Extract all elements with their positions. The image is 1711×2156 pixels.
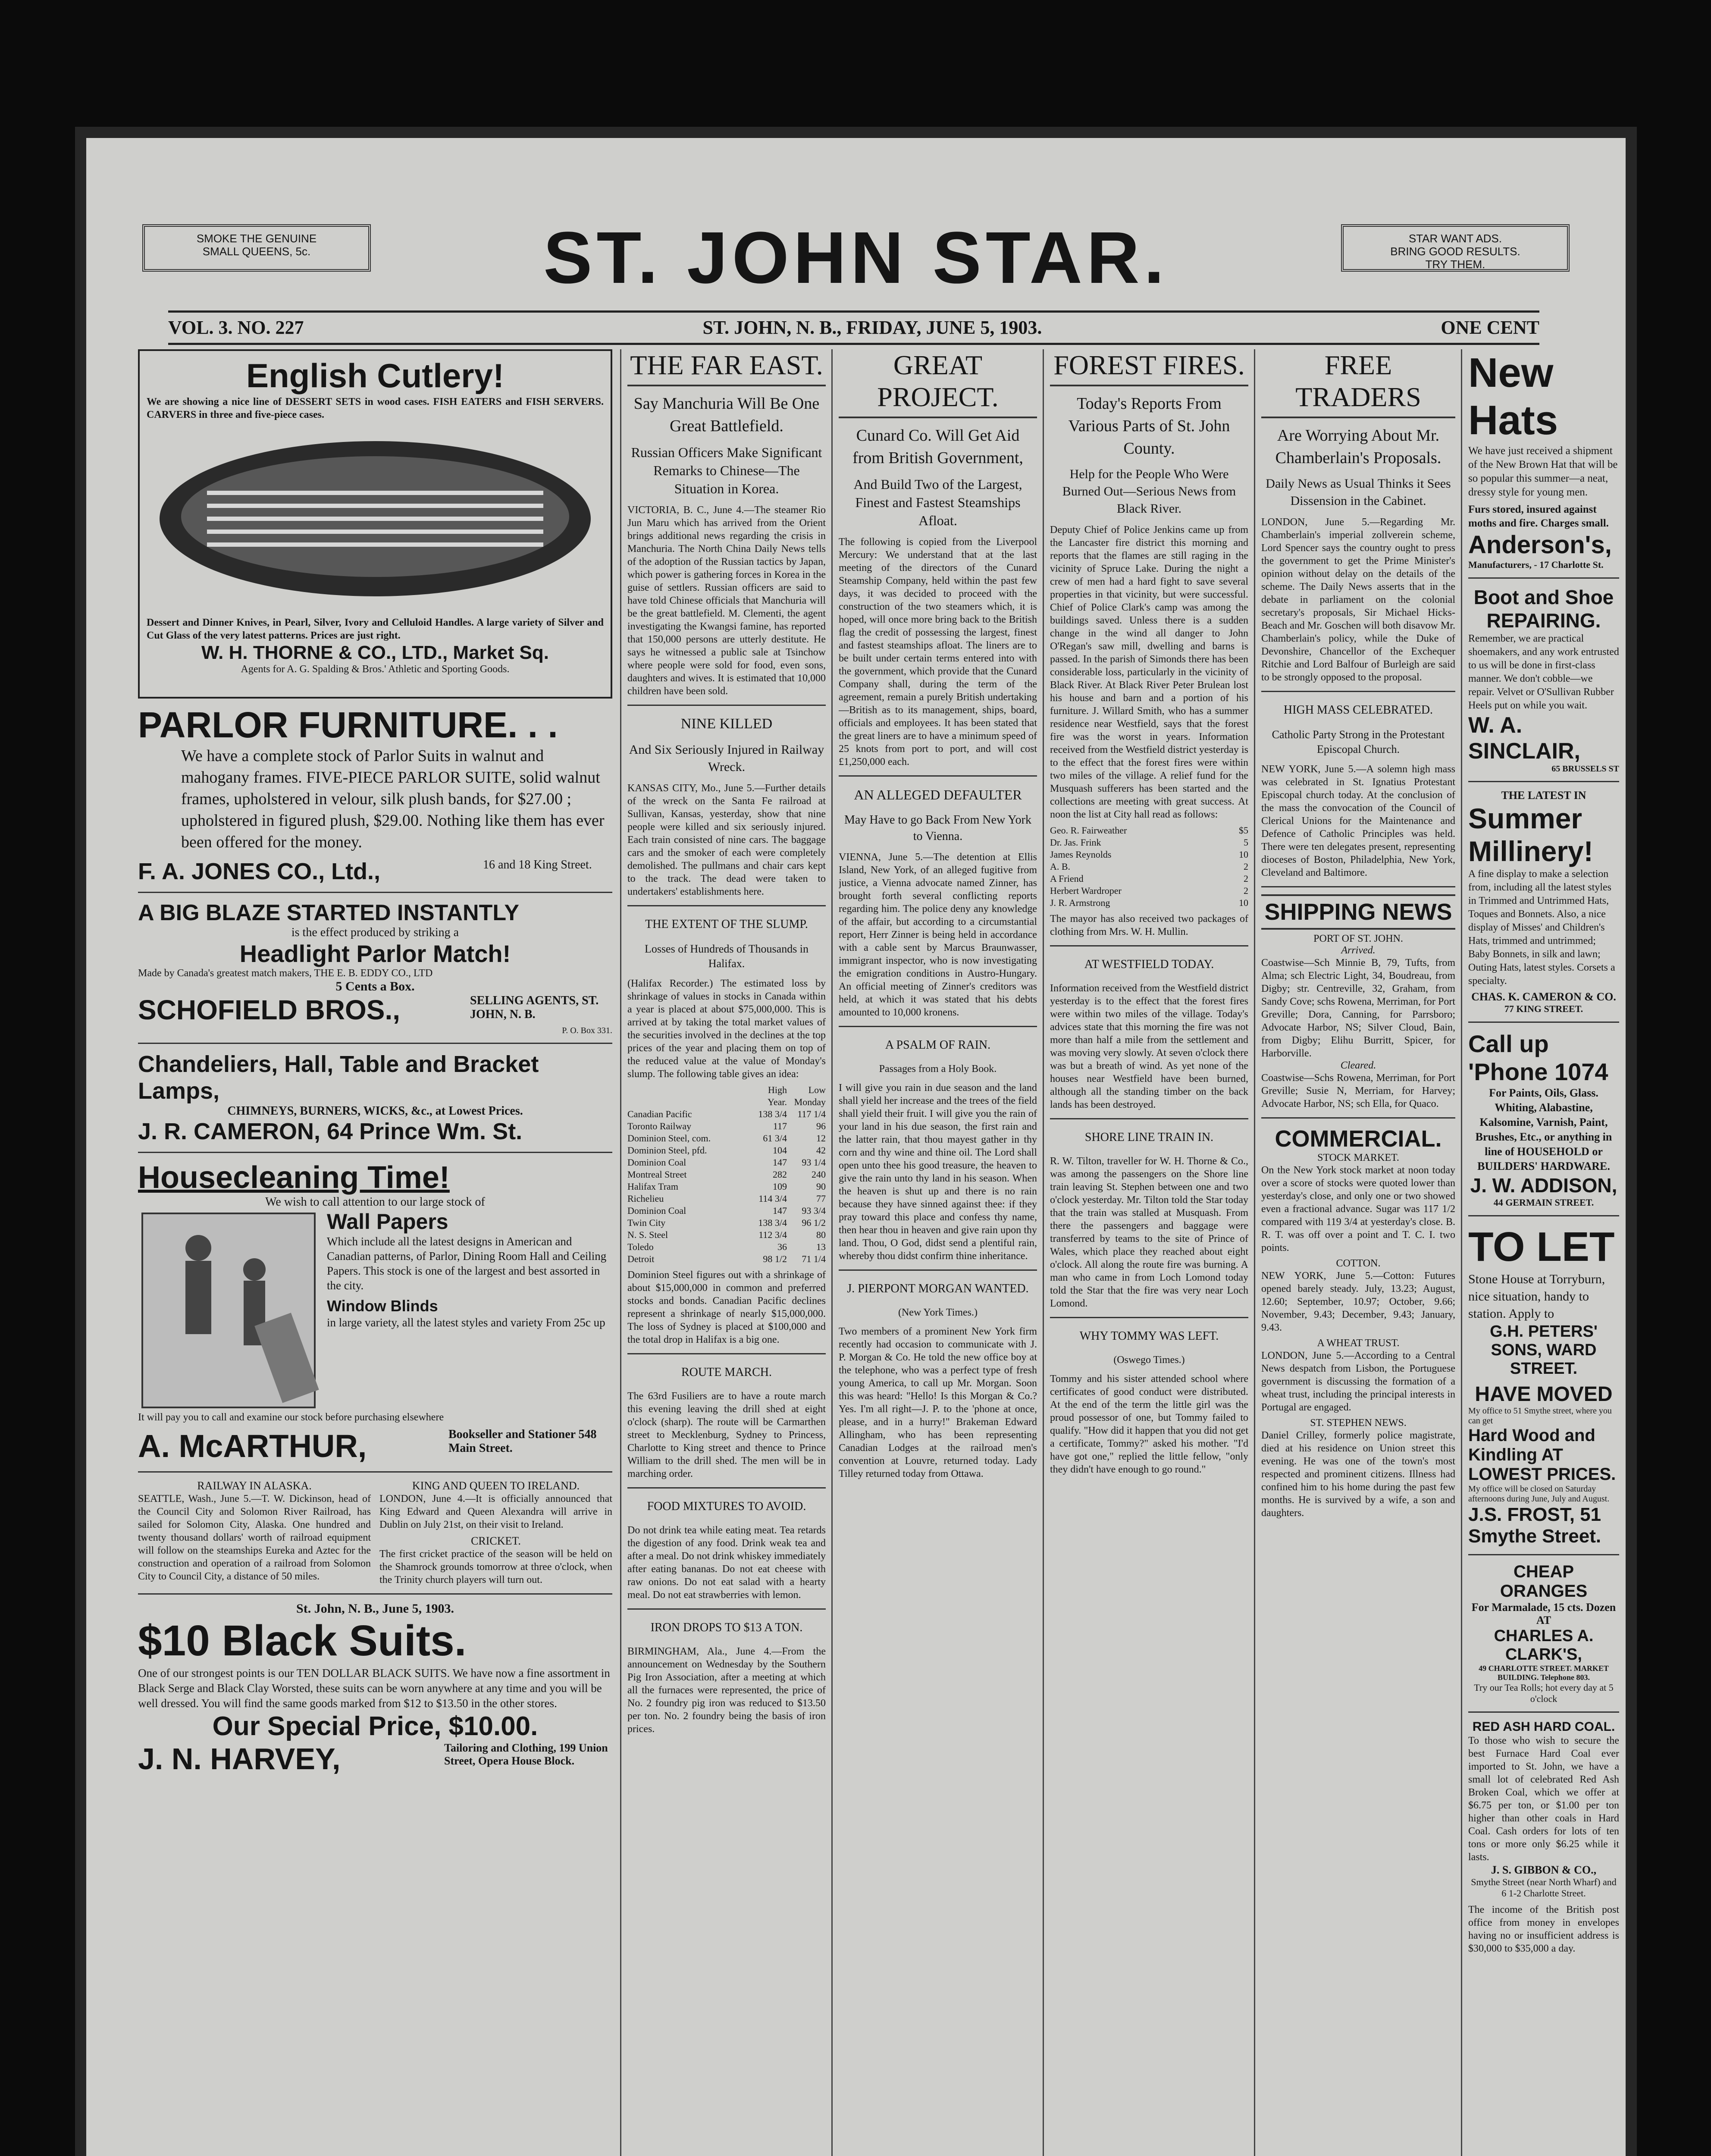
left-ear-ad: SMOKE THE GENUINE SMALL QUEENS, 5c. — [142, 224, 371, 272]
cameron-line: J. R. CAMERON, 64 Prince Wm. St. — [138, 1119, 523, 1144]
paints-body: For Paints, Oils, Glass. Whiting, Alabastine, Kalsomine, Varnish, Paint, Brushes, Etc., or anything in line of HOUSEHOLD or BUILDERS' HARDWARE. — [1475, 1087, 1612, 1172]
mcarthur-address: Bookseller and Stationer 548 Main Street. — [448, 1428, 597, 1455]
stock-high: 147 — [773, 1157, 787, 1168]
oranges-title: CHEAP ORANGES — [1500, 1562, 1588, 1601]
iron-body: BIRMINGHAM, Ala., June 4.—From the announcement on Wednesday by the Southern Pig Iron Association, after a meeting at which all the furnaces were represented, the price of No. 2 foundry pig iron was reduced to $13.50 per ton. No. 2 foundry being the basis of iron prices. — [627, 1646, 826, 1735]
stock-low: 13 — [816, 1241, 826, 1252]
cutlery-case-image — [147, 428, 604, 609]
iron-headline: IRON DROPS TO $13 A TON. — [650, 1621, 803, 1634]
wallpaper-block — [138, 1209, 612, 1412]
donor-amount: $5 — [1239, 825, 1248, 836]
route-march-body: The 63rd Fusiliers are to have a route march this evening leaving the drill shed at eight o'clock (sharp). The route will be Carmarthen street to Mecklenburg, Sydney to Princess, Charlotte to King street and thence to Prince William to the drill shed. The men will be in marching order. — [627, 1391, 826, 1479]
relief-row — [1050, 861, 1248, 873]
tommy-body: Tommy and his sister attended school where certificates of good conduct were distributed. At the end of the term the little girl was the proud possessor of one, but Tommy failed to qualify. "How did it happen that you did not get a certificate, Tommy?" asked his mother. "I'd have got one," replied the little fellow, "only they didn't have enough to go round." — [1050, 1373, 1248, 1475]
route-march-headline: ROUTE MARCH. — [681, 1366, 772, 1379]
far-east-headline: THE FAR EAST. — [627, 349, 826, 386]
lamps-ad — [138, 1051, 612, 1145]
market-body: On the New York stock market at noon today over a score of stocks were quoted lower than yesterday's close, and only one or two showed even a fractional advance. Sugar was 117 1/2 compared with 119 3/4 at yesterday's close. B. R. T. was off over a point and T. C. I. two points. — [1261, 1165, 1455, 1253]
donor-amount: 10 — [1239, 849, 1248, 860]
wallpaper-ad — [138, 1160, 612, 1464]
wallpaper-intro: We wish to call attention to our large stock of — [265, 1195, 485, 1209]
newspaper-title: ST. JOHN STAR. — [543, 217, 1169, 299]
forest-fires-deck-2: Help for the People Who Were Burned Out—Serious News from Black River. — [1062, 467, 1236, 516]
tommy-deck: (Oswego Times.) — [1113, 1354, 1185, 1366]
housecleaning-title: Housecleaning Time! — [138, 1160, 450, 1195]
tommy-headline: WHY TOMMY WAS LEFT. — [1079, 1329, 1219, 1343]
wallpaper-footer: It will pay you to call and examine our stock before purchasing elsewhere — [138, 1412, 444, 1423]
morgan-deck: (New York Times.) — [898, 1307, 978, 1318]
chandeliers-title: Chandeliers, Hall, Table and Bracket Lamps, — [138, 1051, 539, 1104]
stock-row — [627, 1205, 826, 1217]
cricket-headline: CRICKET. — [471, 1535, 521, 1547]
right-ear-ad: STAR WANT ADS. BRING GOOD RESULTS. TRY THEM. — [1341, 224, 1570, 272]
stock-low: 71 1/4 — [802, 1253, 826, 1264]
stock-row — [627, 1169, 826, 1181]
forest-fires-deck-1: Today's Reports From Various Parts of St. John County. — [1068, 395, 1230, 458]
slump-body: (Halifax Recorder.) The estimated loss by shrinkage of values in stocks in Canada within a year is placed at about $75,000,000. This is arrived at by taking the total market values of the securities involved in the declines at the top prices of the year and placing them on top of the reduced value at the value of Monday's slump. The following table gives an idea: — [627, 978, 826, 1080]
schofield-box: P. O. Box 331. — [562, 1026, 612, 1035]
place-date: ST. JOHN, N. B., FRIDAY, JUNE 5, 1903. — [702, 317, 1042, 338]
morgan-headline: J. PIERPONT MORGAN WANTED. — [847, 1282, 1029, 1295]
far-east-deck-2: Russian Officers Make Significant Remarks to Chinese—The Situation in Korea. — [631, 445, 822, 496]
stephen-body: Daniel Crilley, formerly police magistrate, died at his residence on Union street this evening. He was one of the town's most respected and prominent citizens. Illness had confined him to his home during the past few months. He is survived by a wife, a son and daughters. — [1261, 1430, 1455, 1519]
free-traders-body: LONDON, June 5.—Regarding Mr. Chamberlain's imperial zollverein scheme, Lord Spencer says the country ought to press the government to get the Prime Minister's opinion without delay on the details of the scheme. The Daily News asserts that in the debate in parliament on the colonial secretary's proposals, Sir Michael Hicks-Beach and Mr. Goschen will both disavow Mr. Chamberlain's policy, while the Duke of Devonshire, Chancellor of the Exchequer Ritchie and Lord Balfour of Burleigh are said to be strongly opposed to the proposal. — [1261, 517, 1455, 683]
stock-high: 147 — [773, 1205, 787, 1216]
mcarthur-name: A. McARTHUR, — [138, 1428, 367, 1464]
price: ONE CENT — [1441, 317, 1539, 338]
blinds-title: Window Blinds — [327, 1297, 438, 1315]
masthead — [86, 207, 1626, 298]
slump-deck: Losses of Hundreds of Thousands in Halifax. — [644, 943, 809, 970]
stock-high: 114 3/4 — [758, 1193, 787, 1204]
stock-table-header — [627, 1084, 826, 1108]
alaska-body: SEATTLE, Wash., June 5.—T. W. Dickinson, head of the Council City and Solomon River Railroad, has sailed for Solomon City, Alaska. One hundred and twenty thousand dollars' worth of railroad equipment will follow on the steamships Eureka and Aztec for the construction and operation of a railroad from Solomon City to Council City, a distance of 50 miles. — [138, 1493, 371, 1582]
cleared-body: Coastwise—Schs Rowena, Merriman, for Port Greville; Susie N, Merriam, for Harvey; Advocate Harbor, NS; sch Ella, for Quaco. — [1261, 1072, 1455, 1109]
cotton-headline: COTTON. — [1336, 1258, 1381, 1269]
donor-name: A. B. — [1050, 861, 1071, 872]
gibbon-name: J. S. GIBBON & CO., — [1491, 1864, 1597, 1876]
slump-headline: THE EXTENT OF THE SLUMP. — [645, 918, 808, 931]
stock-low: 117 1/4 — [797, 1109, 826, 1119]
relief-row — [1050, 897, 1248, 909]
nine-killed-headline: NINE KILLED — [680, 716, 773, 732]
donor-amount: 5 — [1244, 837, 1248, 848]
far-east-deck-1: Say Manchuria Will Be One Great Battlefield. — [633, 395, 820, 435]
psalm-headline: A PSALM OF RAIN. — [885, 1038, 991, 1052]
parlor-ad — [138, 705, 612, 885]
stock-name: Richelieu — [627, 1193, 664, 1204]
donor-name: Geo. R. Fairweather — [1050, 825, 1127, 836]
great-project-deck-1: Cunard Co. Will Get Aid from British Government, — [852, 426, 1023, 467]
relief-row — [1050, 824, 1248, 837]
hardwood-line: Hard Wood and Kindling AT LOWEST PRICES. — [1468, 1426, 1616, 1484]
forest-fires-column — [1050, 349, 1248, 2156]
schofield-agents: SELLING AGENTS, ST. JOHN, N. B. — [470, 994, 599, 1021]
stock-row — [627, 1217, 826, 1229]
stock-high: 109 — [773, 1181, 787, 1192]
donor-name: James Reynolds — [1050, 849, 1112, 860]
stock-low: 93 1/4 — [802, 1157, 826, 1168]
tea-note: Try our Tea Rolls; hot every day at 5 o'clock — [1474, 1682, 1614, 1704]
cotton-body: NEW YORK, June 5.—Cotton: Futures opened barely steady. July, 13.23; August, 12.60; September, 10.97; October, 9.66; November, 9.43; December, 9.43; January, 9.43. — [1261, 1270, 1455, 1333]
defaulter-body: VIENNA, June 5.—The detention at Ellis Island, New York, of an alleged fugitive from justice, a Vienna advocate named Zinner, has brought forth several conflicting reports regarding him. The police deny any knowledge of the affair, but according to a circumstantial report, Herr Zinner is being held in accordance with a cable sent by Marcus Braunwasser, immigrant inspector, who is now investigating the emigration conditions in Austro-Hungary. An official meeting of Zinner's creditors was held, at which it was stated that his debts amounted to 10,000 kronens. — [839, 852, 1037, 1018]
psalm-deck: Passages from a Holy Book. — [879, 1063, 997, 1075]
stock-low: 42 — [816, 1145, 826, 1156]
donor-name: Dr. Jas. Frink — [1050, 837, 1101, 848]
food-body: Do not drink tea while eating meat. Tea retards the digestion of any food. Drink weak tea and after a meal. Do not drink whiskey immediately after eating bananas. Do not eat cheese with raw onions. Do not eat salad with a hearty meal. Do not eat strawberries with lemon. — [627, 1525, 826, 1601]
gibbon-address: Smythe Street (near North Wharf) and 6 1-2 Charlotte Street. — [1471, 1877, 1617, 1899]
millinery-kicker: THE LATEST IN — [1501, 789, 1586, 802]
defaulter-headline: AN ALLEGED DEFAULTER — [854, 787, 1022, 802]
stock-row — [627, 1132, 826, 1144]
morgan-body: Two members of a prominent New York firm recently had occasion to communicate with J. P. Morgan & Co. He told the new office boy at the telephone, who was a perfect type of fresh young America, to call up Mr. Morgan. Soon this was heard: "Hello! Is this Morgan & Co.? Yes. I'm all right—J. P. to the 'phone at once, please, and in a hurry!" Brakeman Edward Allingham, who has been representing Canadian Lodges at the railroad men's convention at Louvre, returned today. Lady Tilley returned today from Ottawa. — [839, 1326, 1037, 1479]
great-project-column — [839, 349, 1037, 2156]
stock-high: 98 1/2 — [763, 1253, 787, 1264]
clark-address: 49 CHARLOTTE STREET. MARKET BUILDING. Telephone 803. — [1479, 1664, 1609, 1682]
relief-row — [1050, 885, 1248, 897]
alaska-headline: RAILWAY IN ALASKA. — [197, 1479, 312, 1492]
donor-amount: 2 — [1244, 873, 1248, 884]
jones-name: F. A. JONES CO., Ltd., — [138, 859, 381, 884]
stock-low: 77 — [816, 1193, 826, 1204]
stock-high: 282 — [773, 1169, 787, 1180]
schofield-line — [138, 994, 612, 1026]
boot-body: Remember, we are practical shoemakers, and any work entrusted to us will be done in first-class manner. We don't cobble—we repair. Velvet or O'Sullivan Rubber Heels put on while you wait. — [1468, 633, 1619, 711]
donor-amount: 2 — [1244, 885, 1248, 896]
suits-price: Our Special Price, $10.00. — [212, 1711, 538, 1741]
donor-amount: 2 — [1244, 861, 1248, 872]
stock-name: Dominion Steel, pfd. — [627, 1145, 707, 1156]
parlor-body: We have a complete stock of Parlor Suits in walnut and mahogany frames. FIVE-PIECE PARLOR SUITE, solid walnut frames, upholstered in velour, silk plush bands, for $27.00 ; upholstered in figured plush, $29.00. Nothing like them has ever been offered for the money. — [181, 747, 605, 851]
cutlery-intro: We are showing a nice line of DESSERT SETS in wood cases. FISH EATERS and FISH SERVERS. CARVERS in three and five-piece cases. — [147, 396, 604, 420]
stock-name: Dominion Steel, com. — [627, 1133, 711, 1144]
moved-body: My office to 51 Smythe street, where you can get — [1468, 1406, 1612, 1426]
tolet-title: TO LET — [1468, 1224, 1615, 1270]
stock-high: 112 3/4 — [758, 1229, 787, 1240]
free-traders-deck-2: Daily News as Usual Thinks it Sees Dissension in the Cabinet. — [1266, 476, 1451, 508]
schofield-name: SCHOFIELD BROS., — [138, 994, 401, 1025]
stock-name: Halifax Tram — [627, 1181, 678, 1192]
stock-low: 12 — [816, 1133, 826, 1144]
cameron-co-name: CHAS. K. CAMERON & CO. — [1471, 990, 1616, 1003]
cutlery-description: Dessert and Dinner Knives, in Pearl, Silver, Ivory and Celluloid Handles. A large variety of Silver and Cut Glass of the very latest patterns. Prices are just right. — [147, 617, 604, 641]
free-traders-deck-1: Are Worrying About Mr. Chamberlain's Proposals. — [1275, 426, 1442, 467]
stock-low: 90 — [816, 1181, 826, 1192]
stock-row — [627, 1193, 826, 1205]
thorne-name: W. H. THORNE & CO., LTD., Market Sq. — [201, 642, 549, 663]
cameron-co-address: 77 KING STREET. — [1504, 1003, 1583, 1014]
thorne-agents: Agents for A. G. Spalding & Bros.' Athletic and Sporting Goods. — [241, 664, 510, 675]
forest-fires-headline: FOREST FIRES. — [1050, 349, 1248, 386]
commercial-headline: COMMERCIAL. — [1275, 1126, 1442, 1152]
oranges-body: For Marmalade, 15 cts. Dozen AT — [1471, 1601, 1616, 1626]
peters-name: G.H. PETERS' SONS, WARD STREET. — [1490, 1322, 1598, 1378]
stock-rows — [627, 1108, 826, 1265]
left-ad-column — [138, 349, 612, 2156]
post-office-income: The income of the British post office from money in envelopes having no or insufficient address is $30,000 to $35,000 a day. — [1468, 1904, 1619, 1954]
coal-body: To those who wish to secure the best Furnace Hard Coal ever imported to St. John, we have a small lot of celebrated Red Ash Broken Coal, which we offer at $6.75 per ton, or $1.00 per ton higher than other coals in Hard Coal. Cash orders for lots of ten tons or more only $6.25 while it lasts. — [1468, 1735, 1619, 1863]
relief-note: The mayor has also received two packages of clothing from Mrs. W. H. Mullin. — [1050, 913, 1248, 937]
relief-row — [1050, 849, 1248, 861]
stock-name: N. S. Steel — [627, 1229, 668, 1240]
harvey-address: Tailoring and Clothing, 199 Union Street, Opera House Block. — [444, 1742, 608, 1767]
frost-note: My office will be closed on Saturday afternoons during June, July and August. — [1468, 1484, 1610, 1504]
donor-name: Herbert Wardroper — [1050, 885, 1122, 896]
stock-table — [627, 1084, 826, 1265]
king-headline: KING AND QUEEN TO IRELAND. — [412, 1479, 580, 1492]
clark-name: CHARLES A. CLARK'S, — [1494, 1627, 1594, 1664]
psalm-body: I will give you rain in due season and the land shall yield her increase and the trees of the field shall yield their fruit. I will give you the rain of your land in his due season, the first rain and the latter rain, that thou mayest gather in thy corn and thy wine and thine oil. The Lord shall open unto thee his good treasure, the heaven to give the rain unto thy land in his season. When the heaven is shut up and there is no rain because they have sinned against thee: if they pray toward this place and confess thy name, then hear thou in heaven and give rain upon thy land. Thou, O God, didst send a plentiful rain, whereby thou didst confirm thine inheritance. — [839, 1082, 1037, 1262]
relief-row — [1050, 873, 1248, 885]
stock-high: 36 — [777, 1241, 787, 1252]
blaze-title: A BIG BLAZE STARTED INSTANTLY — [138, 900, 519, 925]
shipping-body: Coastwise—Sch Minnie B, 79, Tufts, from Alma; sch Electric Light, 34, Boudreau, from Digby; str. Centreville, 32, Graham, from Sandy Cove; schs Rowena, Merriman, for Port Greville; Dora, Canning, for Parrsboro; Advocate Harbor, NS; Silver Cloud, Bain, from Digby; Elihu Burritt, Spicer, for Harborville. — [1261, 957, 1455, 1059]
stock-col-low: Low Monday — [794, 1084, 826, 1107]
match-name: Headlight Parlor Match! — [239, 940, 511, 967]
relief-list — [1050, 824, 1248, 909]
shipping-headline: SHIPPING NEWS — [1261, 894, 1455, 930]
millinery-body: A fine display to make a selection from, including all the latest styles in Trimmed and Untrimmed Hats, Toques and Bonnets. Also, a nice display of Misses' and Children's Hats, trimmed and untrimmed; Baby Bonnets, in silk and lawn; Outing Hats, latest styles. Corsets a specialty. — [1468, 868, 1615, 987]
call-phone: Call up 'Phone 1074 — [1468, 1030, 1608, 1085]
wallpaper-title: Wall Papers — [327, 1210, 448, 1234]
defaulter-deck: May Have to go Back From New York to Vienna. — [844, 813, 1031, 843]
stock-row — [627, 1241, 826, 1253]
addison-address: 44 GERMAIN STREET. — [1493, 1197, 1594, 1208]
forest-fires-body: Deputy Chief of Police Jenkins came up from the Lancaster fire district this morning and reports that the flames are still raging in the vicinity of Spruce Lake. During the night a crew of men had a hard fight to save several properties in that vicinity, but were successful. Chief of Police Clark's camp was among the buildings saved. Unless there is a sudden change in the wind all danger to John O'Regan's saw mill, dwelling and barns is passed. In the parish of Simonds there has been considerable loss, particularly in the vicinity of Black River. At Black River Peter Brulean lost his house and barn and a portion of his furniture. J. Willard Smith, who has a summer residence near Westfield, says that the forest fire was the worst in years. Information received from the Westfield district yesterday is to the effect that the forest fires were within two miles of the village. A relief fund for the Musquash sufferers has been started and the collections are meeting with great success. At noon the list at City hall read as follows: — [1050, 524, 1248, 820]
food-headline: FOOD MIXTURES TO AVOID. — [647, 1500, 806, 1513]
stock-name: Montreal Street — [627, 1169, 687, 1180]
coal-headline: RED ASH HARD COAL. — [1472, 1720, 1615, 1734]
suits-body: One of our strongest points is our TEN DOLLAR BLACK SUITS. We have now a fine assortment in Black Serge and Black Clay Worsted, these suits can be worn anywhere at any time and you will be well dressed. You will find the same goods marked from $12 to $13.50 in the other stores. — [138, 1667, 610, 1710]
addison-name: J. W. ADDISON, — [1470, 1174, 1617, 1197]
hats-title: New Hats — [1468, 350, 1558, 443]
relief-row — [1050, 837, 1248, 849]
far-east-column — [627, 349, 826, 2156]
newspaper-page — [86, 138, 1626, 2156]
jones-address: 16 and 18 King Street. — [483, 858, 592, 871]
match-price: 5 Cents a Box. — [335, 979, 415, 993]
king-body: LONDON, June 4.—It is officially announced that King Edward and Queen Alexandra will arrive in Dublin on July 21st, on their visit to Ireland. — [379, 1493, 612, 1530]
boot-title: Boot and Shoe REPAIRING. — [1473, 586, 1614, 632]
nine-killed-deck: And Six Seriously Injured in Railway Wreck. — [629, 743, 824, 774]
suits-date: St. John, N. B., June 5, 1903. — [296, 1601, 454, 1616]
stock-name: Detroit — [627, 1253, 655, 1264]
mass-headline: HIGH MASS CELEBRATED. — [1283, 703, 1433, 717]
knife-case-illustration — [147, 428, 604, 609]
cleared-label: Cleared. — [1340, 1060, 1376, 1071]
free-traders-column — [1261, 349, 1455, 2156]
hats-body: We have just received a shipment of the New Brown Hat that will be so popular this summer—a neat, dressy style for young men. — [1468, 445, 1618, 498]
stock-name: Twin City — [627, 1217, 666, 1228]
stock-high: 104 — [773, 1145, 787, 1156]
wheat-headline: A WHEAT TRUST. — [1317, 1338, 1400, 1349]
cricket-body: The first cricket practice of the season will be held on the Shamrock grounds tomorrow at three o'clock, when the Trinity church players will turn out. — [379, 1548, 612, 1586]
stock-name: Canadian Pacific — [627, 1109, 692, 1119]
sinclair-name: W. A. SINCLAIR, — [1468, 713, 1580, 764]
stock-name: Toronto Railway — [627, 1121, 692, 1131]
news-shorts — [138, 1479, 612, 1586]
stock-low: 80 — [816, 1229, 826, 1240]
nine-killed-body: KANSAS CITY, Mo., June 5.—Further details of the wreck on the Santa Fe railroad at Sullivan, Kansas, yesterday, show that nine people were killed and six seriously injured. Each train consisted of nine cars. The baggage cars and the smoker of each were completely demolished. The pullmans and chair cars kept to the track. The dead were taken to undertakers' establishments here. — [627, 783, 826, 897]
harvey-line — [138, 1742, 612, 1776]
stock-low: 96 — [816, 1121, 826, 1131]
mass-deck: Catholic Party Strong in the Protestant Episcopal Church. — [1272, 728, 1445, 755]
stephen-headline: ST. STEPHEN NEWS. — [1310, 1417, 1407, 1429]
stock-col-high: High Year. — [768, 1084, 787, 1107]
mass-body: NEW YORK, June 5.—A solemn high mass was celebrated in St. Ignatius Protestant Episcopal church today. At the conclusion of the mass the convocation of the Council of Clerical Unions for the Maintenance and Defence of Catholic Principles was held. There were ten delegates present, representing dioceses of Boston, Philadelphia, New York, Cleveland and Baltimore. — [1261, 764, 1455, 878]
dateline — [168, 310, 1539, 345]
westfield-headline: AT WESTFIELD TODAY. — [1084, 958, 1214, 971]
andersons-address: Manufacturers, - 17 Charlotte St. — [1468, 559, 1604, 570]
harvey-name: J. N. HARVEY, — [138, 1742, 341, 1776]
donor-name: A Friend — [1050, 873, 1084, 884]
stock-high: 61 3/4 — [763, 1133, 787, 1144]
chimneys-line: CHIMNEYS, BURNERS, WICKS, &c., at Lowest Prices. — [227, 1104, 523, 1118]
great-project-deck-2: And Build Two of the Largest, Finest and Fastest Steamships Afloat. — [853, 476, 1022, 528]
arrived-label: Arrived. — [1341, 945, 1376, 956]
frost-name: J.S. FROST, 51 Smythe Street. — [1468, 1504, 1601, 1547]
stock-name: Toledo — [627, 1241, 654, 1252]
blinds-body: in large variety, all the latest styles and variety From 25c up — [327, 1316, 605, 1329]
moved-title: HAVE MOVED — [1475, 1383, 1613, 1406]
stock-high: 138 3/4 — [758, 1217, 787, 1228]
blaze-sub: is the effect produced by striking a — [291, 926, 459, 939]
great-project-headline: GREAT PROJECT. — [839, 349, 1037, 418]
stock-row — [627, 1120, 826, 1132]
stock-row — [627, 1181, 826, 1193]
millinery-title: Summer Millinery! — [1468, 802, 1593, 867]
stock-row — [627, 1229, 826, 1241]
stock-low: 96 1/2 — [802, 1217, 826, 1228]
andersons-name: Anderson's, — [1468, 531, 1612, 559]
donor-name: J. R. Armstrong — [1050, 897, 1110, 908]
cutlery-title: English Cutlery! — [246, 357, 505, 395]
stock-name: Dominion Coal — [627, 1157, 686, 1168]
shore-line-body: R. W. Tilton, traveller for W. H. Thorne & Co., was among the passengers on the Shore line train leaving St. Stephen between one and two o'clock yesterday. Mr. Tilton told the Star today that the train was stalled at Musquash. From there the passengers and baggage were transferred by teams to the site of Prince of Wales, which place they reached about eight o'clock. All along the route fire was burning. A man who came in from Loch Lomond today told the Star that the fire was very near Loch Lomond. — [1050, 1156, 1248, 1309]
stock-low: 240 — [812, 1169, 826, 1180]
sinclair-address: 65 BRUSSELS ST — [1551, 764, 1619, 774]
port-headline: PORT OF ST. JOHN. — [1313, 933, 1403, 944]
wallpaper-illustration — [138, 1209, 319, 1412]
stock-name: Dominion Coal — [627, 1205, 686, 1216]
shore-line-headline: SHORE LINE TRAIN IN. — [1084, 1131, 1214, 1144]
right-ad-column — [1468, 349, 1619, 2156]
stock-low: 93 3/4 — [802, 1205, 826, 1216]
cutlery-ad — [138, 349, 612, 699]
furs-line: Furs stored, insured against moths and fire. Charges small. — [1468, 504, 1609, 529]
donor-amount: 10 — [1239, 897, 1248, 908]
great-project-body: The following is copied from the Liverpool Mercury: We understand that at the last meeting of the directors of the Cunard Steamship Company, held within the past few days, it was decided to proceed with the construction of the two steamers which, it is hoped, will once more bring back to the British flag the credit of possessing the largest, finest and fastest steamships afloat. The liners are to be built under certain terms entered into with the government, which provide that the Cunard Company shall, during the term of the agreement, remain a purely British undertaking—British as to its management, ships, board, officials and employees. It has been stated that the great liners are to have a minimum speed of 25 knots from port to port, and will cost £1,250,000 each. — [839, 536, 1037, 768]
parlor-title: PARLOR FURNITURE. . . — [138, 705, 558, 745]
suits-title: $10 Black Suits. — [138, 1617, 467, 1665]
match-maker: Made by Canada's greatest match makers, THE E. B. EDDY CO., LTD — [138, 968, 433, 979]
stock-high: 117 — [773, 1121, 787, 1131]
volume-number: VOL. 3. NO. 227 — [168, 317, 304, 338]
stock-high: 138 3/4 — [758, 1109, 787, 1119]
wallpaper-body: Which include all the latest designs in American and Canadian patterns, of Parlor, Dining Room Hall and Ceiling Papers. This stock is one of the largest and best assorted in the city. — [327, 1235, 607, 1292]
stock-row — [627, 1108, 826, 1120]
jones-line — [138, 858, 612, 885]
mcarthur-line — [138, 1428, 612, 1464]
tolet-body: Stone House at Torryburn, nice situation, handy to station. Apply to — [1468, 1272, 1605, 1321]
stock-row — [627, 1144, 826, 1156]
market-headline: STOCK MARKET. — [1317, 1152, 1399, 1163]
far-east-body: VICTORIA, B. C., June 4.—The steamer Rio Jun Maru which has arrived from the Orient brings additional news regarding the crisis in Manchuria. The North China Daily News tells of the adoption of the Russian tactics by Japan, which power is gathering forces in Korea in the guise of settlers. Russian officers are said to have told Chinese officials that Manchuria will be the great battlefield. M. Clementi, the agent investigating the Kwangsi famine, has reported that 150,000 persons are utterly destitute. He says he witnessed a public sale at Tsinchow where people were sold for food, even sons, daughters and wives. It is estimated that 10,000 children have been sold. — [627, 505, 826, 697]
free-traders-headline: FREE TRADERS — [1261, 349, 1455, 418]
stock-row — [627, 1156, 826, 1169]
slump-after: Dominion Steel figures out with a shrinkage of about $15,000,000 in common and preferred stocks and bonds. Canadian Pacific declines represent a shrinkage of nearly $15,000,000. The loss of Sydney is placed at $100,000 and the total drop in Halifax is a big one. — [627, 1269, 826, 1345]
match-ad — [138, 900, 612, 1036]
suits-ad — [138, 1601, 612, 1776]
wheat-body: LONDON, June 5.—According to a Central News despatch from Lisbon, the Portuguese government is discussing the formation of a wheat trust, including the principal interests in Portugal are engaged. — [1261, 1350, 1455, 1413]
stock-row — [627, 1253, 826, 1265]
westfield-body: Information received from the Westfield district yesterday is to the effect that the forest fires were within two miles of the village. Today's advices state that this morning the fire was not more than half a mile from the settlement and was moving very slowly. At seven o'clock there was but a breath of wind. As yet none of the houses near Westfield have been burned, although all the standing timber on the back lands has been destroyed. — [1050, 983, 1248, 1110]
